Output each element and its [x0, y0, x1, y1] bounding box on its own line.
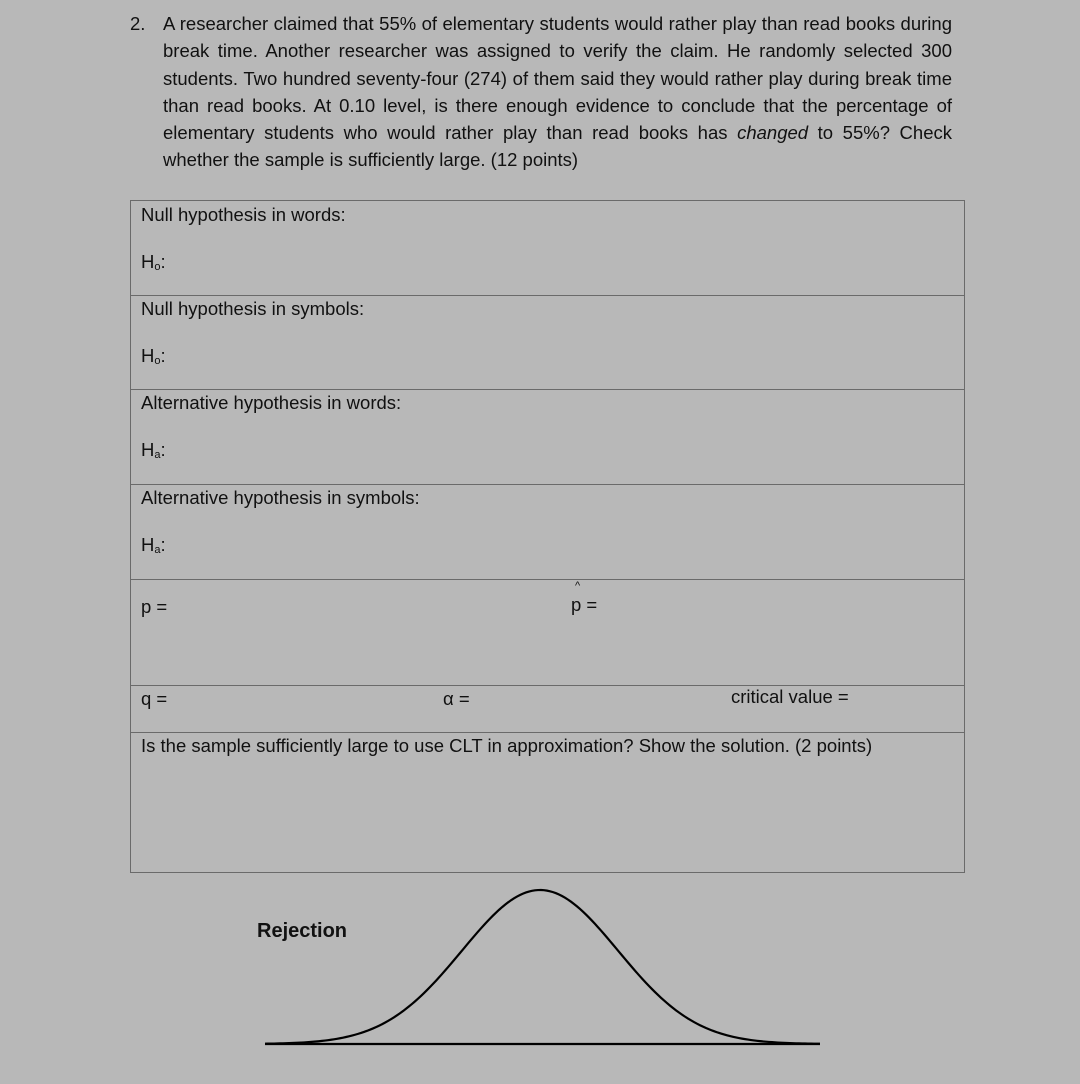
p-hat-caret: ^	[575, 580, 581, 592]
null-words-label: Null hypothesis in words:	[141, 204, 346, 225]
rejection-label: Rejection	[257, 920, 348, 942]
question-emphasis: changed	[737, 122, 809, 144]
clt-question-label: Is the sample sufficiently large to use CLT in approximation? Show the solution. (2 points)	[141, 735, 873, 756]
q-label: q =	[141, 688, 168, 709]
alt-words-label: Alternative hypothesis in words:	[141, 392, 402, 413]
p-hat-label: p =	[571, 594, 598, 615]
alt-symbols-label: Alternative hypothesis in symbols:	[141, 487, 420, 508]
p-label: p =	[141, 596, 168, 617]
critical-value-label: critical value =	[731, 686, 849, 707]
null-words-h-label: $H_o$:	[141, 251, 166, 273]
alpha-label: α =	[443, 688, 470, 709]
question-number: 2.	[130, 13, 146, 34]
alt-symbols-h-label: $H_a$:	[141, 534, 166, 556]
question-text-before: A researcher claimed that 55% of elementary students would rather play than read books during break time. Another researcher was assigned to verify the claim. He randomly selected 300 students. Two hundred seventy-four (274) of them said they would rather play during break time than read books. At 0.10 level, is there enough evidence to conclude that the percentage of elementary students who would rather play than read books has	[163, 13, 952, 144]
null-symbols-label: Null hypothesis in symbols:	[141, 298, 365, 319]
question-text-after: to 55%? Check whether the sample is sufficiently large. (12 points)	[163, 122, 952, 171]
null-symbols-h-label: $H_o$:	[141, 345, 166, 367]
alt-words-h-label: $H_a$:	[141, 439, 166, 461]
bell-curve	[265, 890, 820, 1044]
